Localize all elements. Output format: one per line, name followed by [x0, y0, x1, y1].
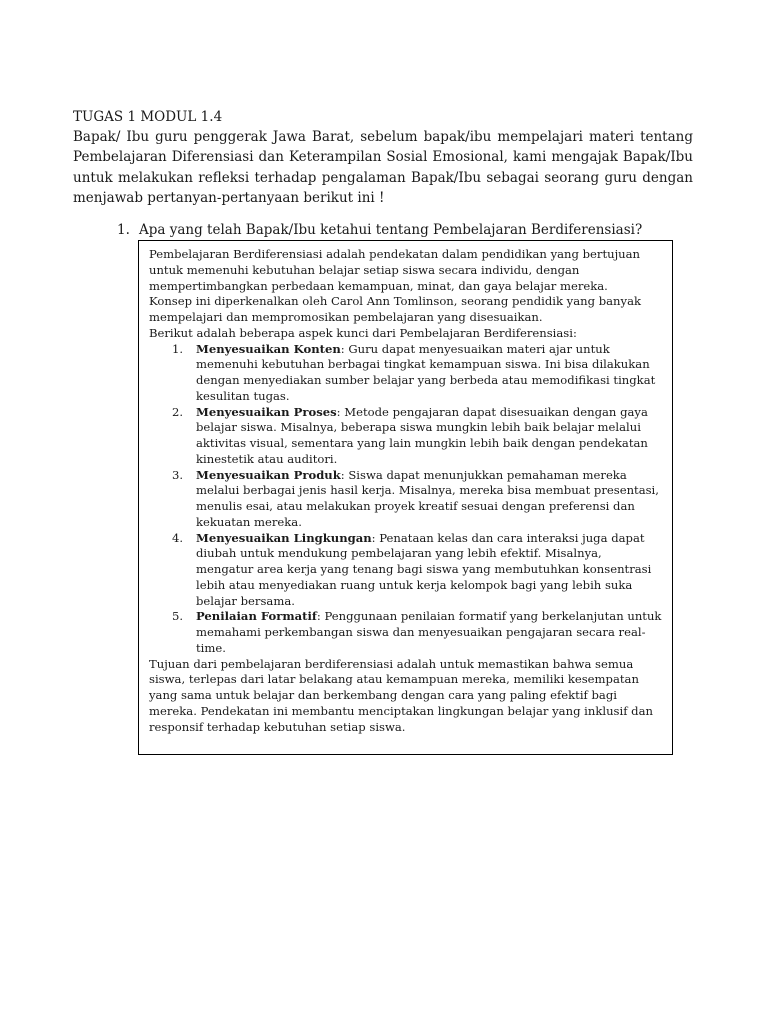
aspect-item-lingkungan: [149, 531, 662, 610]
aspect-item-konten: [149, 342, 662, 405]
aspect-text: : Penggunaan penilaian formatif yang berkelanjutan untuk memahami perkembangan siswa dan menyesuaikan pengajaran secara real-time.: [196, 609, 662, 655]
question-text: Apa yang telah Bapak/Ibu ketahui tentang Pembelajaran Berdiferensiasi?: [139, 222, 643, 238]
aspect-name: Menyesuaikan Konten: [196, 341, 341, 356]
answer-paragraph-origin: Konsep ini diperkenalkan oleh Carol Ann Tomlinson, seorang pendidik yang banyak mempelajari dan mempromosikan pembelajaran yang disesuaikan.: [149, 294, 642, 324]
aspect-item-produk: [149, 468, 662, 531]
aspect-text: : Metode pengajaran dapat disesuaikan dengan gaya belajar siswa. Misalnya, beberapa siswa mungkin lebih baik belajar melalui aktivitas visual, sementara yang lain mungkin lebih baik dengan pendekatan kinestetik atau auditori.: [196, 404, 648, 466]
question-number: 1.: [117, 222, 130, 238]
aspect-number: 3.: [172, 467, 184, 482]
aspect-name: Menyesuaikan Lingkungan: [196, 530, 372, 545]
document-heading: TUGAS 1 MODUL 1.4: [73, 109, 223, 125]
aspect-name: Menyesuaikan Produk: [196, 467, 341, 482]
aspect-number: 4.: [172, 530, 184, 545]
aspect-text: : Guru dapat menyesuaikan materi ajar untuk memenuhi kebutuhan berbagai tingkat kemampuan siswa. Ini bisa dilakukan dengan menyediakan sumber belajar yang berbeda atau memodifikasi tingkat kesulitan tugas.: [196, 341, 656, 403]
answer-box: [138, 240, 673, 755]
aspect-number: 1.: [172, 341, 184, 356]
aspect-text: : Siswa dapat menunjukkan pemahaman mereka melalui berbagai jenis hasil kerja. Misalnya, mereka bisa membuat presentasi, menulis esai, atau melakukan proyek kreatif sesuai dengan preferensi dan kekuatan mereka.: [196, 467, 659, 529]
aspect-number: 5.: [172, 609, 184, 624]
aspect-number: 2.: [172, 404, 184, 419]
intro-paragraph: Bapak/ Ibu guru penggerak Jawa Barat, sebelum bapak/ibu mempelajari materi tentang Pembelajaran Diferensiasi dan Keterampilan Sosial Emosional, kami mengajak Bapak/Ibu untuk melakukan refleksi terhadap pengalaman Bapak/Ibu sebagai seorang guru dengan menjawab pertanyan-pertanyaan berikut ini !: [73, 129, 693, 206]
aspect-list: [149, 342, 662, 657]
aspect-text: : Penataan kelas dan cara interaksi juga dapat diubah untuk mendukung pembelajaran yang lebih efektif. Misalnya, mengatur area kerja yang tenang bagi siswa yang membutuhkan konsentrasi lebih atau menyediakan ruang untuk kerja kelompok bagi yang lebih suka belajar bersama.: [196, 530, 652, 608]
question-1: [117, 220, 642, 240]
aspect-name: Penilaian Formatif: [196, 609, 317, 624]
aspect-name: Menyesuaikan Proses: [196, 404, 337, 419]
answer-conclusion: Tujuan dari pembelajaran berdiferensiasi adalah untuk memastikan bahwa semua siswa, terlepas dari latar belakang atau kemampuan mereka, memiliki kesempatan yang sama untuk belajar dan berkembang dengan cara yang paling efektif bagi mereka. Pendekatan ini membantu menciptakan lingkungan belajar yang inklusif dan responsif terhadap kebutuhan setiap siswa.: [149, 656, 653, 734]
answer-paragraph-definition: Pembelajaran Berdiferensiasi adalah pendekatan dalam pendidikan yang bertujuan untuk memenuhi kebutuhan belajar setiap siswa secara individu, dengan mempertimbangkan perbedaan kemampuan, minat, dan gaya belajar mereka.: [149, 247, 641, 293]
aspect-item-proses: [149, 405, 662, 468]
answer-list-intro: Berikut adalah beberapa aspek kunci dari Pembelajaran Berdiferensiasi:: [149, 325, 577, 340]
aspect-item-penilaian: [149, 609, 662, 656]
